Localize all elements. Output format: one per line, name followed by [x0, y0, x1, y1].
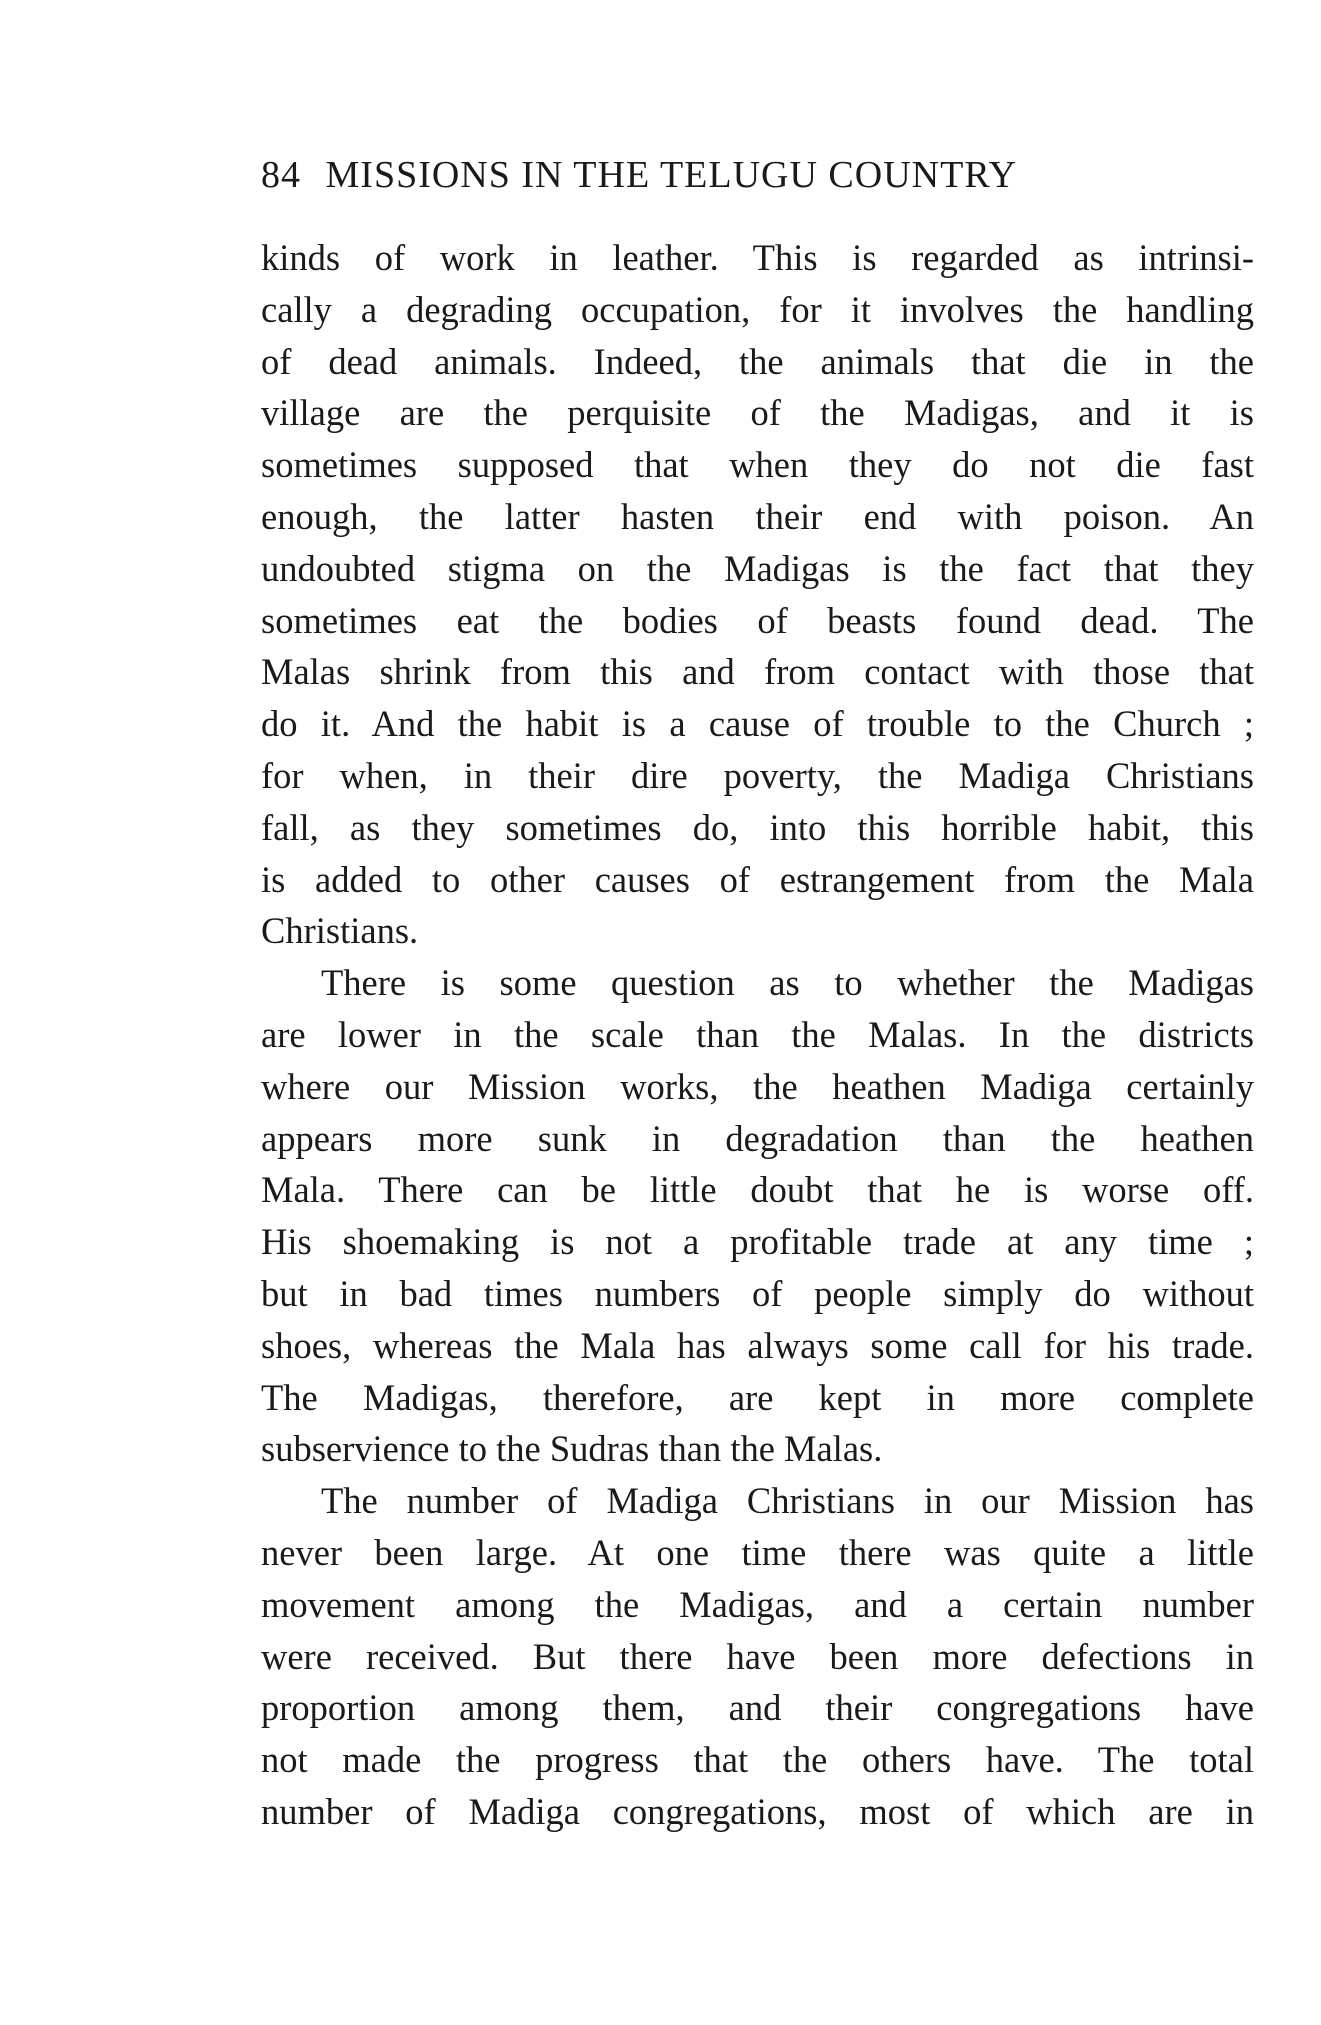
- text-line: proportion among them, and their congregations have: [261, 1687, 1254, 1729]
- text-line: Mala. There can be little doubt that he is worse off.: [261, 1169, 1254, 1211]
- text-line: but in bad times numbers of people simply do without: [261, 1272, 1254, 1314]
- text-line: village are the perquisite of the Madigas, and it is: [261, 392, 1254, 434]
- running-head: [261, 150, 1261, 200]
- text-line: subservience to the Sudras than the Malas.: [261, 1428, 883, 1470]
- page-number: 84: [261, 154, 301, 196]
- running-title: MISSIONS IN THE TELUGU COUNTRY: [325, 154, 1018, 196]
- text-line: where our Mission works, the heathen Madiga certainly: [261, 1065, 1254, 1107]
- text-line: do it. And the habit is a cause of trouble to the Church ;: [261, 703, 1254, 745]
- text-line: Malas shrink from this and from contact with those that: [261, 651, 1254, 693]
- text-line: sometimes supposed that when they do not die fast: [261, 444, 1254, 486]
- text-line: The Madigas, therefore, are kept in more complete: [261, 1376, 1254, 1418]
- text-line: movement among the Madigas, and a certain number: [261, 1583, 1254, 1625]
- text-line: cally a degrading occupation, for it involves the handling: [261, 288, 1254, 330]
- text-line: Christians.: [261, 910, 419, 952]
- text-line: enough, the latter hasten their end with poison. An: [261, 495, 1254, 537]
- text-line: of dead animals. Indeed, the animals that die in the: [261, 340, 1254, 382]
- text-line: never been large. At one time there was quite a little: [261, 1531, 1254, 1573]
- text-line: The number of Madiga Christians in our Mission has: [321, 1480, 1254, 1522]
- text-line: shoes, whereas the Mala has always some call for his trade.: [261, 1324, 1254, 1366]
- text-line: undoubted stigma on the Madigas is the fact that they: [261, 547, 1254, 589]
- text-line: is added to other causes of estrangement from the Mala: [261, 858, 1254, 900]
- text-line: not made the progress that the others have. The total: [261, 1739, 1254, 1781]
- text-line: for when, in their dire poverty, the Madiga Christians: [261, 754, 1254, 796]
- text-line: number of Madiga congregations, most of which are in: [261, 1790, 1254, 1832]
- text-line: kinds of work in leather. This is regarded as intrinsi-: [261, 237, 1254, 278]
- text-line: There is some question as to whether the Madigas: [321, 962, 1254, 1004]
- text-line: fall, as they sometimes do, into this horrible habit, this: [261, 806, 1254, 848]
- text-line: are lower in the scale than the Malas. In the districts: [261, 1013, 1254, 1055]
- text-line: appears more sunk in degradation than the heathen: [261, 1117, 1254, 1159]
- text-line: His shoemaking is not a profitable trade at any time ;: [261, 1221, 1254, 1263]
- text-line: sometimes eat the bodies of beasts found dead. The: [261, 599, 1254, 641]
- body-text: [261, 232, 1254, 1838]
- text-line: were received. But there have been more defections in: [261, 1635, 1254, 1677]
